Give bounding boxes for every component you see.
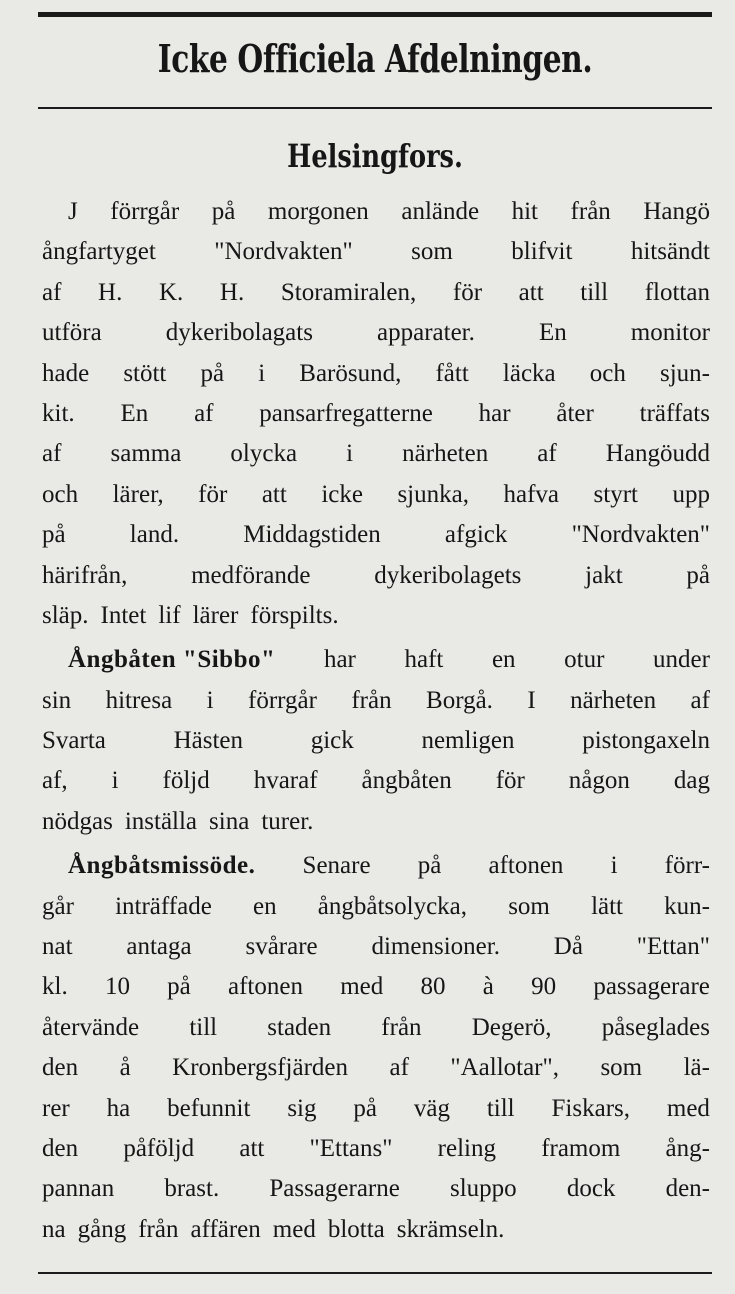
word: på [200, 359, 225, 387]
text-line [42, 475, 710, 515]
word: af [690, 686, 710, 714]
word: Borgå. [426, 686, 493, 714]
word: dimensioner. [371, 933, 500, 961]
word: Då [553, 933, 583, 961]
word: till [189, 1013, 218, 1041]
word: af [389, 1054, 409, 1082]
word: i [610, 852, 618, 880]
word: den [42, 1054, 79, 1082]
word: lärer [192, 601, 239, 629]
word: med [272, 1215, 316, 1243]
word: na [42, 1215, 66, 1243]
word: hvaraf [253, 767, 318, 795]
word: upp [672, 480, 710, 508]
word: Degerö, [471, 1013, 552, 1041]
word: närheten [570, 686, 657, 714]
text-line [42, 232, 710, 272]
word: brast. [164, 1175, 220, 1203]
word: af [194, 399, 214, 427]
text-line [42, 596, 710, 636]
word: från [570, 198, 611, 225]
word: för [495, 767, 525, 795]
word: anlände [401, 198, 480, 225]
word: Svarta [42, 727, 106, 755]
word: morgonen [267, 198, 369, 225]
word: att [261, 480, 287, 508]
word: af [42, 278, 62, 306]
word: påföljd [123, 1134, 195, 1162]
bottom-rule [38, 1272, 712, 1274]
word: nemligen [421, 727, 515, 755]
word: i [346, 440, 354, 468]
word: närheten [402, 440, 489, 468]
word: på [417, 852, 442, 880]
word: för [198, 480, 228, 508]
text-line [42, 556, 710, 596]
paragraph-lead: Ångbåten "Sibbo" [68, 646, 276, 674]
word: på [686, 561, 710, 589]
word: sin [42, 686, 72, 714]
text-line [42, 394, 710, 434]
text-line [42, 640, 710, 680]
word: af, [42, 767, 68, 795]
word: J [68, 198, 78, 225]
word: Storamiralen, [280, 278, 417, 306]
word: lärer, [112, 480, 164, 508]
word: afgick [444, 521, 508, 549]
word: pannan [42, 1175, 115, 1203]
word: sina [209, 807, 250, 835]
word: går [42, 892, 74, 920]
word: antaga [126, 933, 192, 961]
text-line [42, 802, 710, 842]
word: hade [42, 359, 90, 387]
word: pistongaxeln [582, 727, 710, 755]
word: En [538, 319, 567, 347]
word: som [600, 1054, 643, 1082]
word: å [119, 1054, 131, 1082]
text-line [42, 273, 710, 313]
text-line [42, 887, 710, 927]
word: ång- [665, 1134, 710, 1162]
text-line [42, 761, 710, 801]
top-rule [38, 12, 712, 17]
word: passagerare [593, 973, 710, 1001]
word: styrt [593, 480, 638, 508]
word: Barösund, [299, 359, 402, 387]
word: i [258, 359, 266, 387]
text-line [42, 927, 710, 967]
word: sluppo [449, 1175, 517, 1203]
text-line [42, 192, 710, 232]
section-title: Icke Officiela Afdelningen. [157, 36, 593, 81]
word: någon [568, 767, 630, 795]
word: och [589, 359, 626, 387]
word: apparater. [377, 319, 475, 347]
word: framom [541, 1134, 621, 1162]
word: för [452, 278, 483, 306]
word: Fiskars, [551, 1094, 630, 1122]
word: lä- [683, 1054, 710, 1082]
word: Hangöudd [605, 440, 710, 468]
word: befunnit [167, 1094, 251, 1122]
word: Middagstiden [243, 521, 381, 549]
word: "Ettan" [636, 933, 710, 961]
word: sjun- [659, 359, 710, 387]
text-line [42, 681, 710, 721]
word: på [42, 521, 66, 549]
word: åter [556, 399, 594, 427]
word: ångfartyget [42, 238, 156, 266]
word: gick [310, 727, 354, 755]
word: affären [190, 1215, 261, 1243]
word: pansarfregatterne [259, 399, 433, 427]
word: på [167, 973, 191, 1001]
word: ha [106, 1094, 131, 1122]
paragraph-lead: Ångbåtsmissöde. [68, 852, 256, 880]
word: förr- [664, 852, 710, 880]
word: med [666, 1094, 710, 1122]
word: släp. [42, 601, 89, 629]
word: härifrån, [42, 561, 128, 589]
word: Passagerarne [269, 1175, 400, 1203]
text-line [42, 721, 710, 761]
word: skrämseln. [396, 1215, 505, 1243]
word: 80 [420, 973, 446, 1001]
word: har [478, 399, 511, 427]
word: gång [77, 1215, 127, 1243]
word: stött [123, 359, 167, 387]
word: kun- [664, 892, 710, 920]
word: olycka [230, 440, 298, 468]
word: haft [404, 646, 444, 674]
word: Intet [100, 601, 147, 629]
word: som [508, 892, 550, 920]
text-line [42, 515, 710, 555]
text-line [42, 1129, 710, 1169]
word: af [537, 440, 557, 468]
word: påseglades [601, 1013, 710, 1041]
word: från [381, 1013, 422, 1041]
word: dag [673, 767, 710, 795]
word: hafva [503, 480, 560, 508]
word: dykeribolagets [374, 561, 522, 589]
word: kl. [42, 973, 68, 1001]
word: lätt [591, 892, 623, 920]
word: med [340, 973, 384, 1001]
text-line [42, 967, 710, 1007]
word: träffats [639, 399, 710, 427]
word: à [482, 973, 494, 1001]
word: K. [158, 278, 184, 306]
word: En [120, 399, 149, 427]
word: hitsändt [630, 238, 710, 266]
word: och [42, 480, 79, 508]
word: jakt [585, 561, 623, 589]
word: otur [564, 646, 605, 674]
text-line [42, 313, 710, 353]
text-line [42, 1008, 710, 1048]
text-line [42, 1089, 710, 1129]
word: under [653, 646, 710, 674]
word: förspilts. [250, 601, 339, 629]
word: rer [42, 1094, 70, 1122]
word: af [42, 440, 62, 468]
word: på [353, 1094, 377, 1122]
word: sig [287, 1094, 317, 1122]
word: 10 [104, 973, 130, 1001]
word: från [351, 686, 392, 714]
word: inställa [124, 807, 198, 835]
word: till [580, 278, 609, 306]
word: "Aallotar", [450, 1054, 559, 1082]
text-line [42, 1210, 710, 1250]
word: ångbåtsolycka, [317, 892, 468, 920]
word: ångbåten [361, 767, 452, 795]
word: "Ettans" [309, 1134, 393, 1162]
text-line [42, 1048, 710, 1088]
word: i [206, 686, 214, 714]
word: en [491, 646, 516, 674]
word: Kronbergsfjärden [172, 1054, 349, 1082]
word: nat [42, 933, 73, 961]
word: till [486, 1094, 515, 1122]
word: "Nordvakten" [214, 238, 353, 266]
word: flottan [644, 278, 710, 306]
word: fått [435, 359, 469, 387]
word: H. [219, 278, 245, 306]
word: läcka [502, 359, 556, 387]
word: dock [566, 1175, 616, 1203]
word: H. [98, 278, 123, 306]
word: följd [162, 767, 210, 795]
word: aftonen [228, 973, 303, 1001]
text-line [42, 1169, 710, 1209]
word: återvände [42, 1013, 140, 1041]
word: medförande [191, 561, 311, 589]
word: utföra [42, 319, 102, 347]
word: inträffade [115, 892, 212, 920]
word: "Nordvakten" [571, 521, 710, 549]
word: 90 [531, 973, 557, 1001]
word: Senare [302, 852, 371, 880]
word: svårare [245, 933, 318, 961]
word: nödgas [42, 807, 113, 835]
word: kit. [42, 399, 75, 427]
section-divider [38, 107, 712, 109]
word: Hangö [643, 198, 710, 225]
word: I [527, 686, 536, 714]
word: monitor [630, 319, 710, 347]
word: land. [129, 521, 180, 549]
word: icke [321, 480, 363, 508]
word: har [323, 646, 356, 674]
word: blifvit [511, 238, 573, 266]
word: turer. [261, 807, 314, 835]
word: hit [511, 198, 539, 225]
word: på [211, 198, 236, 225]
text-line [42, 434, 710, 474]
word: aftonen [488, 852, 564, 880]
word: förrgår [248, 686, 317, 714]
word: den- [665, 1175, 710, 1203]
word: att [239, 1134, 265, 1162]
word: den [42, 1134, 79, 1162]
word: att [518, 278, 544, 306]
city-heading: Helsingfors. [287, 137, 463, 175]
word: lif [158, 601, 181, 629]
word: dykeribolagats [165, 319, 313, 347]
word: förrgår [110, 198, 180, 225]
word: i [111, 767, 119, 795]
word: blotta [327, 1215, 385, 1243]
word: som [411, 238, 453, 266]
word: samma [110, 440, 182, 468]
word: en [252, 892, 277, 920]
article-body [42, 192, 710, 1250]
word: hitresa [105, 686, 173, 714]
word: staden [267, 1013, 332, 1041]
word: väg [413, 1094, 450, 1122]
text-line [42, 846, 710, 886]
word: från [138, 1215, 179, 1243]
text-line [42, 354, 710, 394]
word: Hästen [173, 727, 243, 755]
word: sjunka, [397, 480, 469, 508]
word: reling [437, 1134, 496, 1162]
